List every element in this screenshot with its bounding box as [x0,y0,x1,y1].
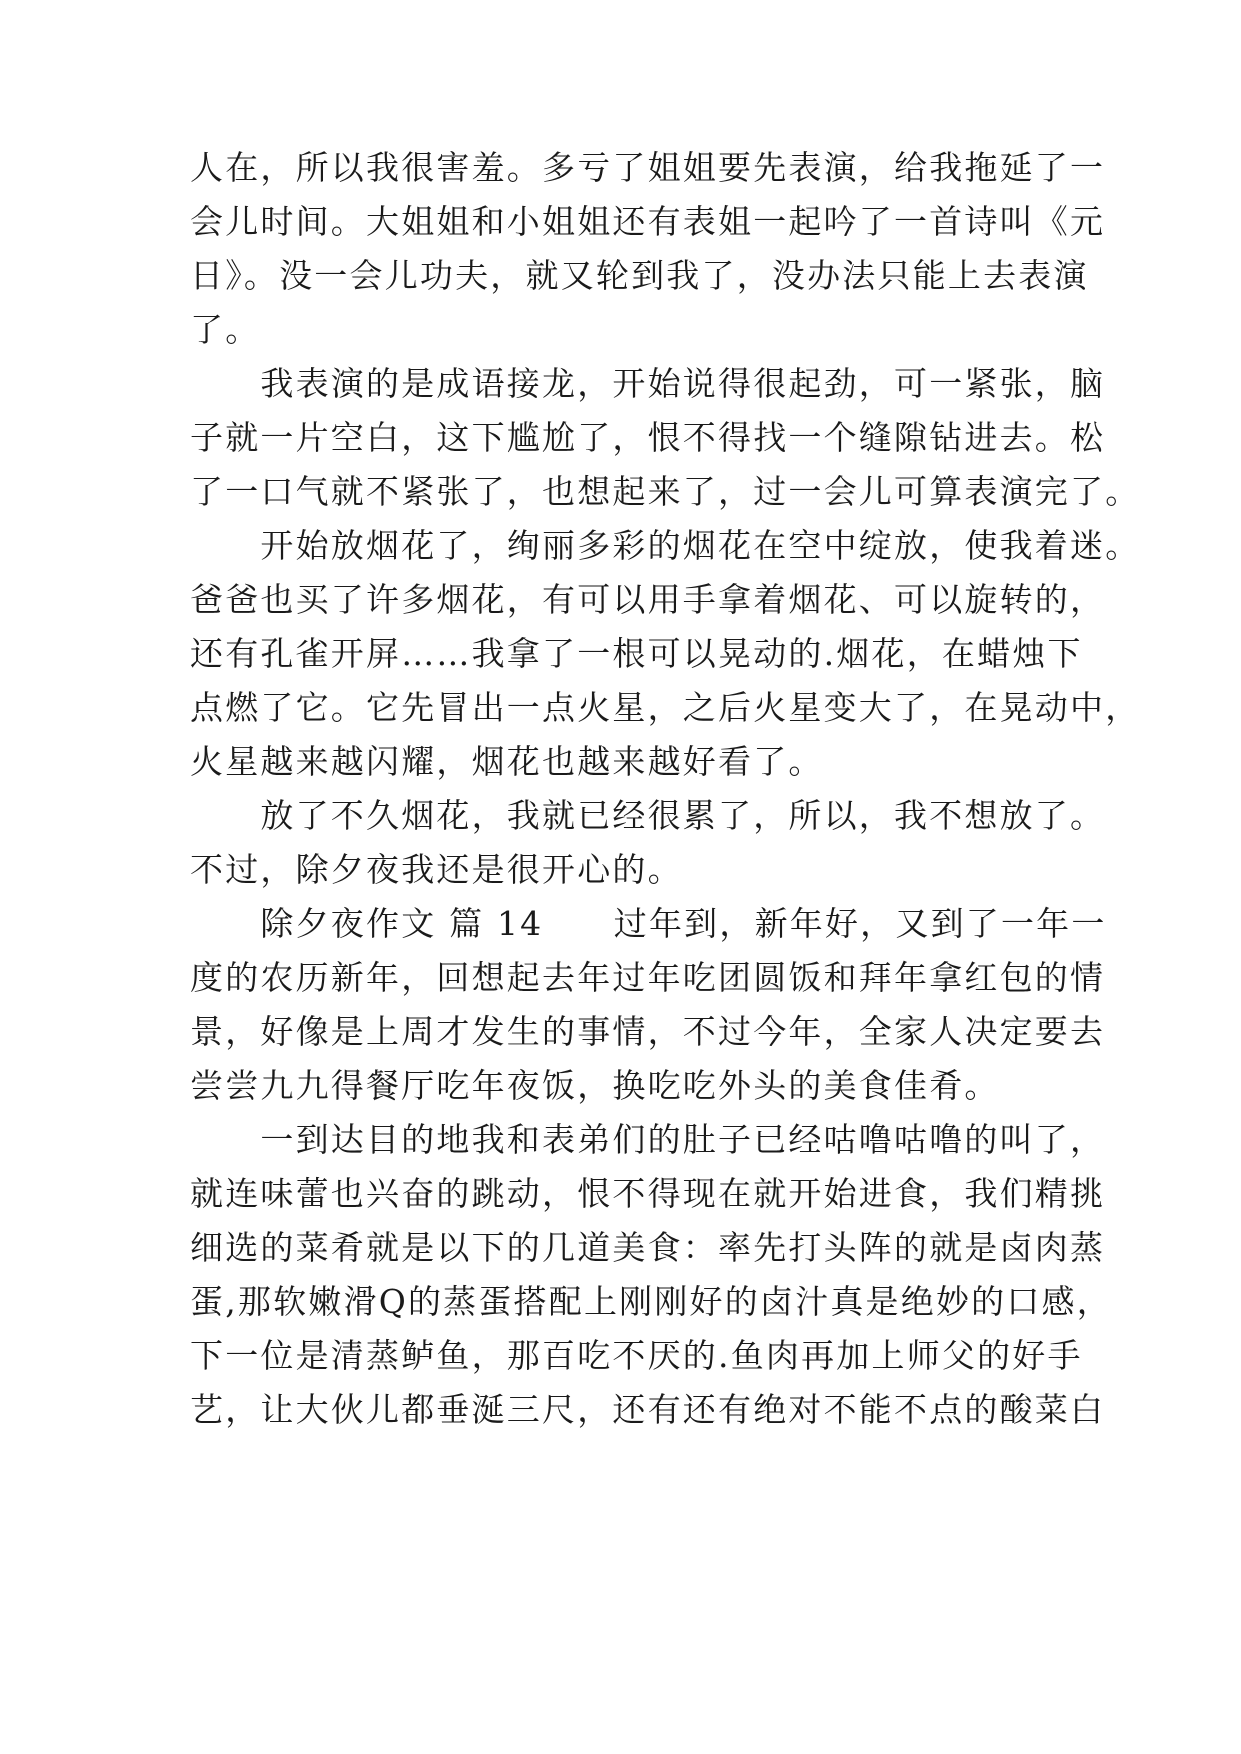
text-line: 度的农历新年，回想起去年过年吃团圆饭和拜年拿红包的情 [190,958,1106,997]
text-line: 我表演的是成语接龙，开始说得很起劲，可一紧张，脑 [190,364,1106,403]
text-line: 火星越来越闪耀，烟花也越来越好看了。 [190,742,824,781]
text-line: 了。 [190,310,261,349]
text-line: 不过，除夕夜我还是很开心的。 [190,850,683,889]
text-line: 一到达目的地我和表弟们的肚子已经咕噜咕噜的叫了， [190,1120,1106,1159]
text-line: 会儿时间。大姐姐和小姐姐还有表姐一起吟了一首诗叫《元 [190,202,1106,241]
text-line: 放了不久烟花，我就已经很累了，所以，我不想放了。 [190,796,1106,835]
text-line: 蛋,那软嫩滑Q的蒸蛋搭配上刚刚好的卤汁真是绝妙的口感， [190,1282,1112,1321]
text-line: 艺，让大伙儿都垂涎三尺，还有还有绝对不能不点的酸菜白 [190,1390,1106,1429]
text-line: 人在，所以我很害羞。多亏了姐姐要先表演，给我拖延了一 [190,148,1106,187]
text-line: 景，好像是上周才发生的事情，不过今年，全家人决定要去 [190,1012,1106,1051]
text-line: 爸爸也买了许多烟花，有可以用手拿着烟花、可以旋转的， [190,580,1106,619]
text-line: 了一口气就不紧张了，也想起来了，过一会儿可算表演完了。 [190,472,1141,511]
text-line: 点燃了它。它先冒出一点火星，之后火星变大了，在晃动中， [190,688,1141,727]
text-line: 细选的菜肴就是以下的几道美食：率先打头阵的就是卤肉蒸 [190,1228,1106,1267]
text-line: 尝尝九九得餐厅吃年夜饭，换吃吃外头的美食佳肴。 [190,1066,1000,1105]
text-line: 除夕夜作文 篇 14 过年到，新年好，又到了一年一 [190,904,1107,943]
text-line: 开始放烟花了，绚丽多彩的烟花在空中绽放，使我着迷。 [190,526,1141,565]
text-line: 就连味蕾也兴奋的跳动，恨不得现在就开始进食，我们精挑 [190,1174,1106,1213]
text-line: 日》。没一会儿功夫，就又轮到我了，没办法只能上去表演 [190,256,1089,295]
text-line: 子就一片空白，这下尴尬了，恨不得找一个缝隙钻进去。松 [190,418,1106,457]
text-line: 还有孔雀开屏……我拿了一根可以晃动的.烟花，在蜡烛下 [190,634,1083,673]
text-line: 下一位是清蒸鲈鱼，那百吃不厌的.鱼肉再加上师父的好手 [190,1336,1083,1375]
